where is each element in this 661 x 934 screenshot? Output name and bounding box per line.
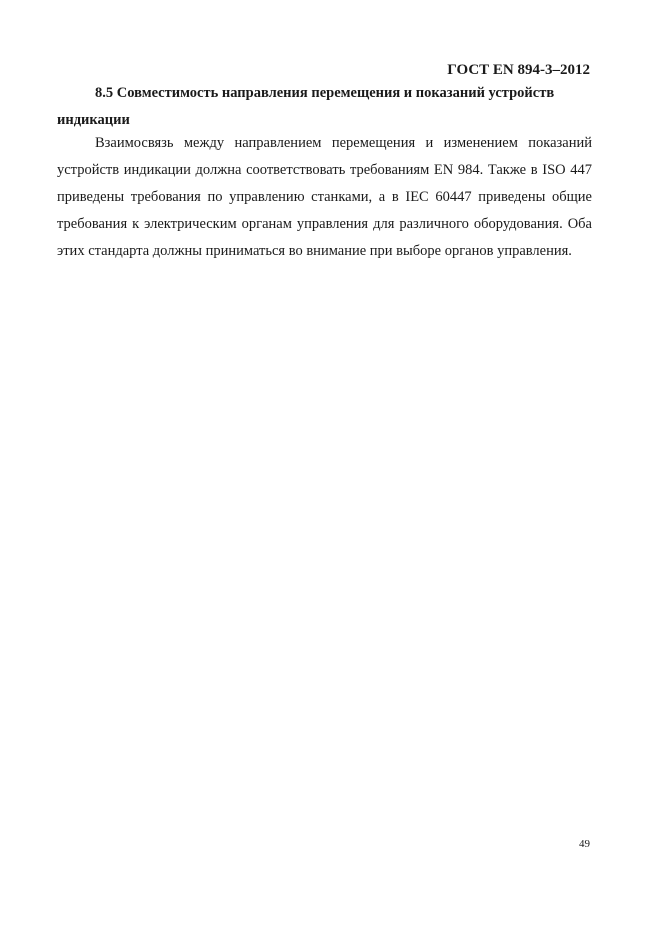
page-number: 49 (579, 838, 590, 850)
document-code: ГОСТ EN 894-3–2012 (447, 62, 590, 78)
section-heading: 8.5 Совместимость направления перемещения и показаний устройств индикации (57, 85, 555, 128)
body-paragraph: Взаимосвязь между направлением перемещения и изменением показаний устройств индикации должна соответствовать требованиям EN 984. Также в ISO 447 приведены требования по управлению станками, а в IEC 60447 приведены общие требования к электрическим органам управления для различного оборудования. Оба этих стандарта должны приниматься во внимание при выборе органов управления. (57, 135, 592, 259)
